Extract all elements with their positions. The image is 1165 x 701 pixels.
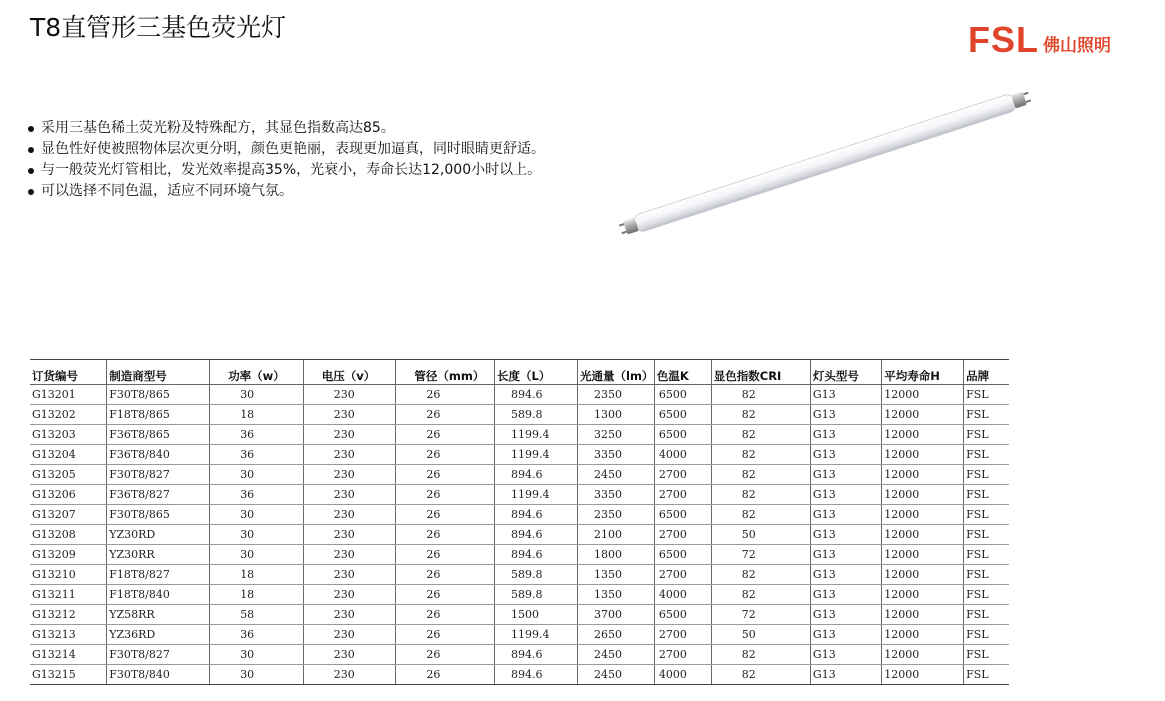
- table-cell: 36: [210, 445, 304, 465]
- brand-logo: [968, 19, 1111, 60]
- table-cell: F36T8/827: [107, 485, 210, 505]
- column-header: 功率（w）: [210, 360, 304, 385]
- table-cell: 4000: [654, 665, 711, 685]
- table-cell: G13: [810, 645, 881, 665]
- table-cell: 6500: [654, 605, 711, 625]
- table-cell: 230: [303, 445, 396, 465]
- table-cell: 1350: [578, 585, 655, 605]
- table-cell: FSL: [964, 545, 1009, 565]
- table-cell: 230: [303, 585, 396, 605]
- table-cell: G13: [810, 565, 881, 585]
- table-cell: FSL: [964, 525, 1009, 545]
- table-cell: 4000: [654, 445, 711, 465]
- table-cell: 230: [303, 545, 396, 565]
- table-cell: F18T8/865: [107, 405, 210, 425]
- table-cell: F30T8/865: [107, 385, 210, 405]
- table-cell: 3700: [578, 605, 655, 625]
- table-cell: FSL: [964, 645, 1009, 665]
- table-cell: YZ36RD: [107, 625, 210, 645]
- table-row: [30, 445, 1009, 465]
- table-cell: G13203: [30, 425, 107, 445]
- table-row: [30, 385, 1009, 405]
- table-cell: 26: [396, 445, 495, 465]
- table-cell: 589.8: [495, 565, 578, 585]
- table-cell: 894.6: [495, 665, 578, 685]
- table-cell: F30T8/827: [107, 645, 210, 665]
- table-cell: 12000: [882, 525, 964, 545]
- table-cell: 12000: [882, 465, 964, 485]
- table-cell: 12000: [882, 445, 964, 465]
- column-header: 订货编号: [30, 360, 107, 385]
- table-cell: 589.8: [495, 585, 578, 605]
- table-cell: FSL: [964, 425, 1009, 445]
- table-cell: 1199.4: [495, 485, 578, 505]
- table-row: [30, 625, 1009, 645]
- table-cell: 589.8: [495, 405, 578, 425]
- table-row: [30, 605, 1009, 625]
- table-cell: 4000: [654, 585, 711, 605]
- table-cell: G13207: [30, 505, 107, 525]
- table-cell: 12000: [882, 405, 964, 425]
- feature-item: [28, 139, 545, 160]
- table-cell: 18: [210, 585, 304, 605]
- table-cell: 82: [711, 445, 810, 465]
- table-cell: G13212: [30, 605, 107, 625]
- table-cell: 1199.4: [495, 425, 578, 445]
- table-cell: FSL: [964, 485, 1009, 505]
- table-cell: 2350: [578, 385, 655, 405]
- table-row: [30, 485, 1009, 505]
- table-cell: FSL: [964, 405, 1009, 425]
- table-cell: 12000: [882, 605, 964, 625]
- table-cell: G13: [810, 605, 881, 625]
- table-cell: 12000: [882, 545, 964, 565]
- table-cell: 26: [396, 465, 495, 485]
- column-header: 平均寿命H: [882, 360, 964, 385]
- table-row: [30, 465, 1009, 485]
- bullet-icon: [28, 168, 34, 174]
- table-cell: F30T8/827: [107, 465, 210, 485]
- table-cell: 12000: [882, 485, 964, 505]
- table-cell: 230: [303, 565, 396, 585]
- table-cell: G13: [810, 425, 881, 445]
- table-cell: 26: [396, 505, 495, 525]
- table-cell: 2350: [578, 505, 655, 525]
- table-cell: FSL: [964, 505, 1009, 525]
- table-cell: F36T8/840: [107, 445, 210, 465]
- table-cell: 82: [711, 565, 810, 585]
- table-cell: 30: [210, 385, 304, 405]
- table-cell: 26: [396, 605, 495, 625]
- table-cell: F36T8/865: [107, 425, 210, 445]
- table-cell: 82: [711, 645, 810, 665]
- table-cell: 30: [210, 645, 304, 665]
- table-cell: 230: [303, 645, 396, 665]
- table-cell: 82: [711, 425, 810, 445]
- feature-item: [28, 181, 545, 202]
- table-cell: 26: [396, 485, 495, 505]
- table-cell: 230: [303, 625, 396, 645]
- table-body: [30, 385, 1009, 685]
- table-cell: 30: [210, 665, 304, 685]
- table-cell: 2700: [654, 485, 711, 505]
- table-cell: G13: [810, 445, 881, 465]
- column-header: 长度（L）: [495, 360, 578, 385]
- column-header: 管径（mm）: [396, 360, 495, 385]
- table-cell: 3350: [578, 485, 655, 505]
- table-cell: G13209: [30, 545, 107, 565]
- table-cell: G13: [810, 405, 881, 425]
- bullet-icon: [28, 189, 34, 195]
- table-cell: 1800: [578, 545, 655, 565]
- table-cell: 2450: [578, 465, 655, 485]
- table-cell: 2700: [654, 465, 711, 485]
- table-cell: 230: [303, 665, 396, 685]
- feature-text: 与一般荧光灯管相比，发光效率提高35%，光衰小，寿命长达12,000小时以上。: [41, 162, 542, 178]
- table-cell: FSL: [964, 465, 1009, 485]
- table-cell: 894.6: [495, 525, 578, 545]
- logo-text: 佛山照明: [1043, 36, 1111, 56]
- table-cell: 82: [711, 665, 810, 685]
- table-cell: G13: [810, 585, 881, 605]
- table-cell: G13: [810, 465, 881, 485]
- table-cell: 1199.4: [495, 625, 578, 645]
- table-row: [30, 545, 1009, 565]
- table-cell: FSL: [964, 625, 1009, 645]
- table-cell: 1199.4: [495, 445, 578, 465]
- table-cell: 6500: [654, 385, 711, 405]
- column-header: 品牌: [964, 360, 1009, 385]
- table-cell: 894.6: [495, 385, 578, 405]
- table-cell: 26: [396, 625, 495, 645]
- table-cell: 2700: [654, 645, 711, 665]
- table-cell: 82: [711, 485, 810, 505]
- table-cell: F18T8/827: [107, 565, 210, 585]
- table-cell: G13: [810, 385, 881, 405]
- table-cell: G13201: [30, 385, 107, 405]
- table-cell: 18: [210, 565, 304, 585]
- column-header: 制造商型号: [107, 360, 210, 385]
- table-cell: G13205: [30, 465, 107, 485]
- feature-text: 可以选择不同色温，适应不同环境气氛。: [41, 183, 293, 199]
- table-cell: G13: [810, 545, 881, 565]
- table-cell: 12000: [882, 585, 964, 605]
- table-cell: FSL: [964, 565, 1009, 585]
- table-cell: 26: [396, 545, 495, 565]
- column-header: 电压（v）: [303, 360, 396, 385]
- table-cell: G13215: [30, 665, 107, 685]
- table-cell: 6500: [654, 425, 711, 445]
- table-cell: 2450: [578, 665, 655, 685]
- table-cell: G13: [810, 525, 881, 545]
- table-cell: G13208: [30, 525, 107, 545]
- table-cell: 12000: [882, 625, 964, 645]
- table-cell: 3350: [578, 445, 655, 465]
- table-cell: 50: [711, 625, 810, 645]
- table-cell: 2700: [654, 525, 711, 545]
- feature-text: 采用三基色稀土荧光粉及特殊配方，其显色指数高达85。: [41, 120, 395, 136]
- column-header: 色温K: [654, 360, 711, 385]
- table-row: [30, 505, 1009, 525]
- bullet-icon: [28, 147, 34, 153]
- table-cell: 72: [711, 605, 810, 625]
- table-cell: 30: [210, 545, 304, 565]
- table-cell: 2650: [578, 625, 655, 645]
- table-cell: 6500: [654, 545, 711, 565]
- table-cell: G13204: [30, 445, 107, 465]
- table-row: [30, 425, 1009, 445]
- table-row: [30, 665, 1009, 685]
- table-cell: 230: [303, 425, 396, 445]
- table-cell: G13: [810, 485, 881, 505]
- table-cell: 26: [396, 425, 495, 445]
- table-row: [30, 585, 1009, 605]
- table-cell: 230: [303, 605, 396, 625]
- table-cell: 26: [396, 585, 495, 605]
- table-cell: 894.6: [495, 465, 578, 485]
- table-cell: 82: [711, 585, 810, 605]
- table-cell: 12000: [882, 385, 964, 405]
- table-cell: 2450: [578, 645, 655, 665]
- table-cell: 2700: [654, 565, 711, 585]
- product-image: [610, 68, 1040, 258]
- table-cell: FSL: [964, 385, 1009, 405]
- table-cell: 26: [396, 525, 495, 545]
- table-cell: 894.6: [495, 505, 578, 525]
- table-cell: 894.6: [495, 545, 578, 565]
- feature-item: [28, 160, 545, 181]
- table-cell: 1300: [578, 405, 655, 425]
- table-cell: F30T8/840: [107, 665, 210, 685]
- spec-table: [30, 359, 1009, 685]
- table-cell: 230: [303, 385, 396, 405]
- table-cell: 6500: [654, 505, 711, 525]
- table-cell: 12000: [882, 425, 964, 445]
- table-cell: G13210: [30, 565, 107, 585]
- table-cell: 6500: [654, 405, 711, 425]
- table-cell: 230: [303, 505, 396, 525]
- table-row: [30, 405, 1009, 425]
- table-cell: 50: [711, 525, 810, 545]
- table-cell: 82: [711, 385, 810, 405]
- table-cell: 12000: [882, 665, 964, 685]
- table-cell: 82: [711, 505, 810, 525]
- table-cell: YZ30RD: [107, 525, 210, 545]
- table-cell: 2700: [654, 625, 711, 645]
- table-cell: 1500: [495, 605, 578, 625]
- table-cell: 26: [396, 405, 495, 425]
- table-cell: 12000: [882, 565, 964, 585]
- table-cell: 82: [711, 405, 810, 425]
- feature-list: [28, 118, 545, 202]
- table-cell: 12000: [882, 505, 964, 525]
- table-cell: 82: [711, 465, 810, 485]
- table-cell: G13: [810, 665, 881, 685]
- table-cell: 26: [396, 645, 495, 665]
- table-cell: 26: [396, 385, 495, 405]
- table-cell: 36: [210, 485, 304, 505]
- fluorescent-tube-icon: [610, 68, 1040, 258]
- table-cell: 36: [210, 625, 304, 645]
- table-cell: 12000: [882, 645, 964, 665]
- table-cell: 230: [303, 525, 396, 545]
- feature-item: [28, 118, 545, 139]
- column-header: 显色指数CRI: [711, 360, 810, 385]
- table-cell: 1350: [578, 565, 655, 585]
- table-cell: 230: [303, 465, 396, 485]
- table-cell: YZ30RR: [107, 545, 210, 565]
- table-cell: 18: [210, 405, 304, 425]
- table-cell: 72: [711, 545, 810, 565]
- table-cell: 36: [210, 425, 304, 445]
- table-cell: FSL: [964, 665, 1009, 685]
- logo-mark: FSL: [968, 19, 1039, 60]
- table-cell: G13202: [30, 405, 107, 425]
- table-cell: YZ58RR: [107, 605, 210, 625]
- table-cell: G13: [810, 625, 881, 645]
- table-header-row: [30, 360, 1009, 385]
- table-cell: F18T8/840: [107, 585, 210, 605]
- column-header: 灯头型号: [810, 360, 881, 385]
- table-row: [30, 525, 1009, 545]
- table-cell: 230: [303, 405, 396, 425]
- table-cell: FSL: [964, 585, 1009, 605]
- table-cell: 30: [210, 465, 304, 485]
- table-cell: 230: [303, 485, 396, 505]
- table-cell: 26: [396, 665, 495, 685]
- table-row: [30, 645, 1009, 665]
- bullet-icon: [28, 126, 34, 132]
- table-cell: 58: [210, 605, 304, 625]
- table-cell: 2100: [578, 525, 655, 545]
- table-cell: 26: [396, 565, 495, 585]
- table-cell: FSL: [964, 605, 1009, 625]
- table-cell: F30T8/865: [107, 505, 210, 525]
- table-row: [30, 565, 1009, 585]
- table-cell: 894.6: [495, 645, 578, 665]
- table-cell: 30: [210, 525, 304, 545]
- column-header: 光通量（lm）: [578, 360, 655, 385]
- table-cell: G13206: [30, 485, 107, 505]
- table-cell: G13211: [30, 585, 107, 605]
- table-cell: FSL: [964, 445, 1009, 465]
- table-cell: G13213: [30, 625, 107, 645]
- page-title: T8直管形三基色荧光灯: [30, 13, 287, 42]
- table-cell: 3250: [578, 425, 655, 445]
- feature-text: 显色性好使被照物体层次更分明，颜色更艳丽，表现更加逼真，同时眼睛更舒适。: [41, 141, 545, 157]
- table-cell: G13214: [30, 645, 107, 665]
- table-cell: 30: [210, 505, 304, 525]
- table-cell: G13: [810, 505, 881, 525]
